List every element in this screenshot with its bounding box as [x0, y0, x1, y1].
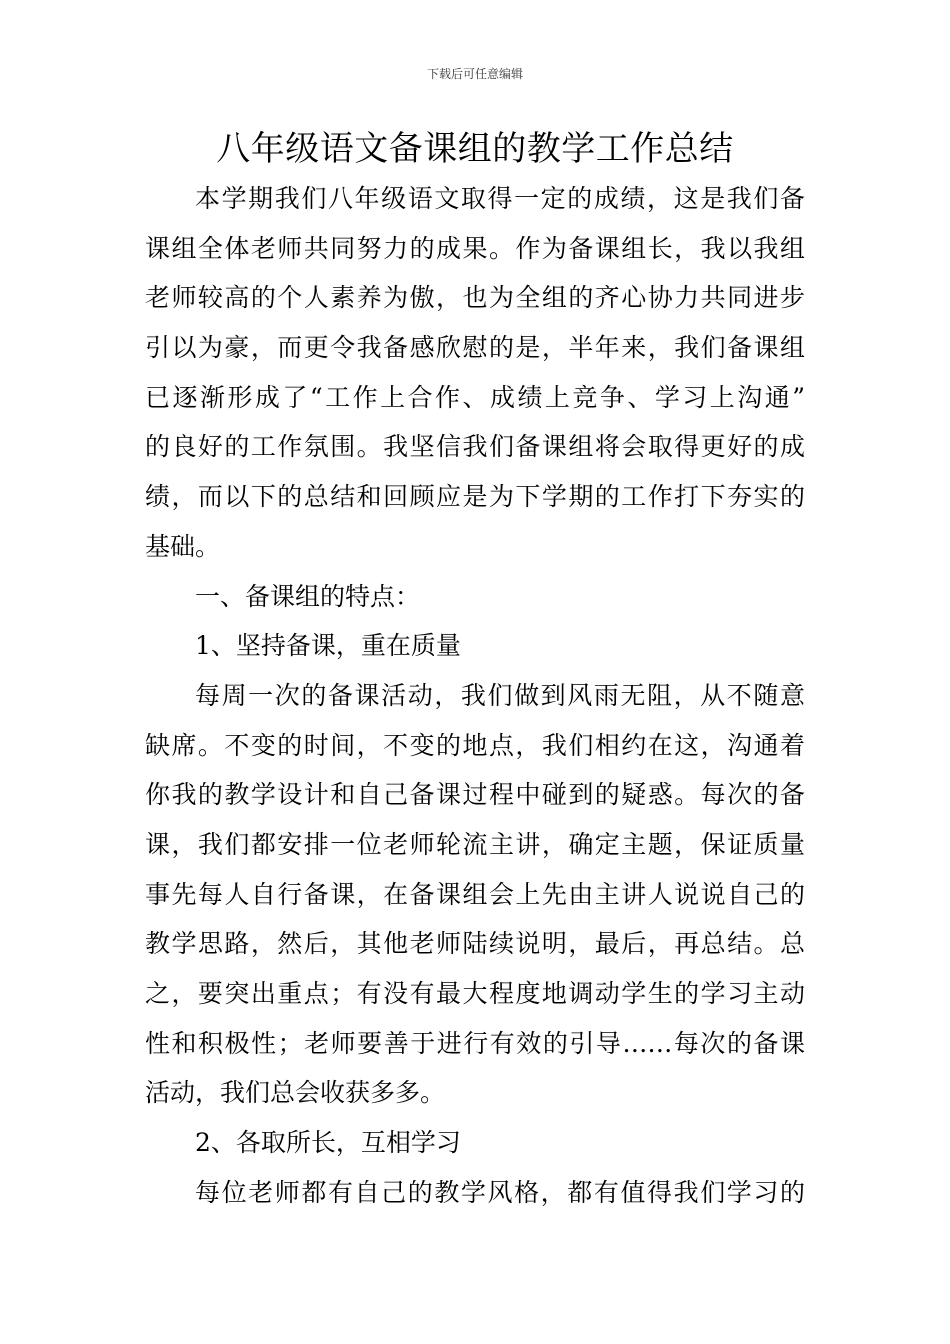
subsection-heading: 2、各取所长，互相学习	[195, 1128, 461, 1158]
paragraph-line: 教学思路，然后，其他老师陆续说明，最后，再总结。总	[145, 929, 805, 959]
paragraph-line: 引以为豪，而更令我备感欣慰的是，半年来，我们备课组	[145, 333, 805, 363]
section-heading: 一、备课组的特点：	[195, 581, 421, 611]
paragraph-line: 每周一次的备课活动，我们做到风雨无阻，从不随意	[195, 680, 805, 710]
header-note: 下载后可任意编辑	[426, 67, 523, 81]
paragraph-line: 绩，而以下的总结和回顾应是为下学期的工作打下夯实的	[145, 482, 805, 512]
paragraph-line: 已逐渐形成了“工作上合作、成绩上竞争、学习上沟通”	[145, 382, 805, 412]
paragraph-line: 课，我们都安排一位老师轮流主讲，确定主题，保证质量	[145, 829, 805, 859]
paragraph-line: 你我的教学设计和自己备课过程中碰到的疑惑。每次的备	[145, 780, 805, 810]
paragraph-line: 课组全体老师共同努力的成果。作为备课组长，我以我组	[145, 233, 805, 263]
subsection-heading: 1、坚持备课，重在质量	[195, 631, 461, 661]
paragraph-line: 本学期我们八年级语文取得一定的成绩，这是我们备	[195, 184, 805, 213]
paragraph-line: 老师较高的个人素养为傲，也为全组的齐心协力共同进步	[145, 283, 805, 313]
paragraph-line: 缺席。不变的时间，不变的地点，我们相约在这，沟通着	[145, 730, 805, 760]
paragraph-line: 之，要突出重点；有没有最大程度地调动学生的学习主动	[145, 979, 805, 1008]
paragraph-line: 每位老师都有自己的教学风格，都有值得我们学习的	[195, 1177, 805, 1207]
document-title: 八年级语文备课组的教学工作总结	[216, 129, 734, 169]
paragraph-line: 的良好的工作氛围。我坚信我们备课组将会取得更好的成	[145, 432, 805, 462]
paragraph-line: 性和积极性；老师要善于进行有效的引导……每次的备课	[145, 1028, 805, 1058]
paragraph-line: 基础。	[145, 531, 221, 561]
document-body	[145, 174, 805, 1217]
paragraph-line: 事先每人自行备课，在备课组会上先由主讲人说说自己的	[145, 879, 805, 909]
paragraph-line: 活动，我们总会收获多多。	[145, 1078, 446, 1108]
